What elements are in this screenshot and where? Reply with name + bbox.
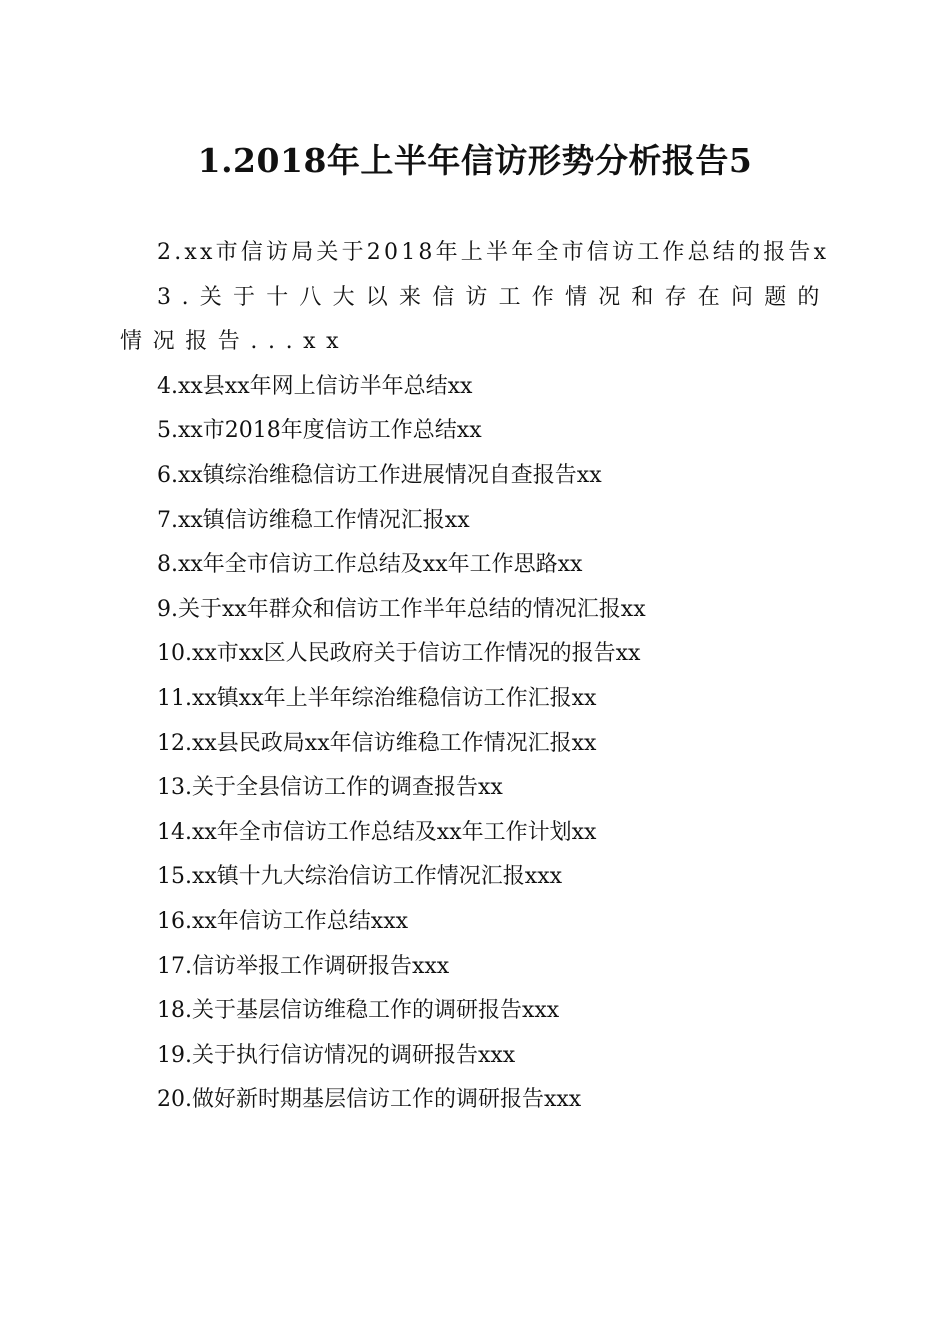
toc-item-11[interactable]: 11.xx镇xx年上半年综治维稳信访工作汇报xx (157, 685, 597, 711)
toc-item-18[interactable]: 18.关于基层信访维稳工作的调研报告xxx (157, 998, 560, 1024)
toc-item-10[interactable]: 10.xx市xx区人民政府关于信访工作情况的报告xx (157, 641, 641, 667)
toc-item-9[interactable]: 9.关于xx年群众和信访工作半年总结的情况汇报xx (157, 596, 646, 622)
toc-item-16[interactable]: 16.xx年信访工作总结xxx (157, 908, 409, 934)
document-title: 1.2018年上半年信访形势分析报告5 (197, 141, 753, 180)
toc-item-7[interactable]: 7.xx镇信访维稳工作情况汇报xx (157, 507, 470, 533)
toc-item-8[interactable]: 8.xx年全市信访工作总结及xx年工作思路xx (157, 552, 583, 578)
toc-item-17[interactable]: 17.信访举报工作调研报告xxx (157, 953, 450, 979)
toc-item-3[interactable]: 3.关于十八大以来信访工作情况和存在问题的情况报告...xx (120, 284, 830, 355)
toc-item-4[interactable]: 4.xx县xx年网上信访半年总结xx (157, 373, 473, 399)
toc-item-13[interactable]: 13.关于全县信访工作的调查报告xx (157, 775, 503, 801)
toc-item-14[interactable]: 14.xx年全市信访工作总结及xx年工作计划xx (157, 819, 597, 845)
toc-list (120, 231, 830, 1123)
toc-item-2[interactable]: 2.xx市信访局关于2018年上半年全市信访工作总结的报告x (157, 240, 830, 265)
toc-item-15[interactable]: 15.xx镇十九大综治信访工作情况汇报xxx (157, 864, 563, 890)
toc-item-12[interactable]: 12.xx县民政局xx年信访维稳工作情况汇报xx (157, 730, 597, 756)
toc-item-19[interactable]: 19.关于执行信访情况的调研报告xxx (157, 1042, 516, 1068)
toc-item-6[interactable]: 6.xx镇综治维稳信访工作进展情况自查报告xx (157, 462, 602, 488)
toc-item-20[interactable]: 20.做好新时期基层信访工作的调研报告xxx (157, 1087, 582, 1113)
toc-item-5[interactable]: 5.xx市2018年度信访工作总结xx (157, 418, 482, 444)
